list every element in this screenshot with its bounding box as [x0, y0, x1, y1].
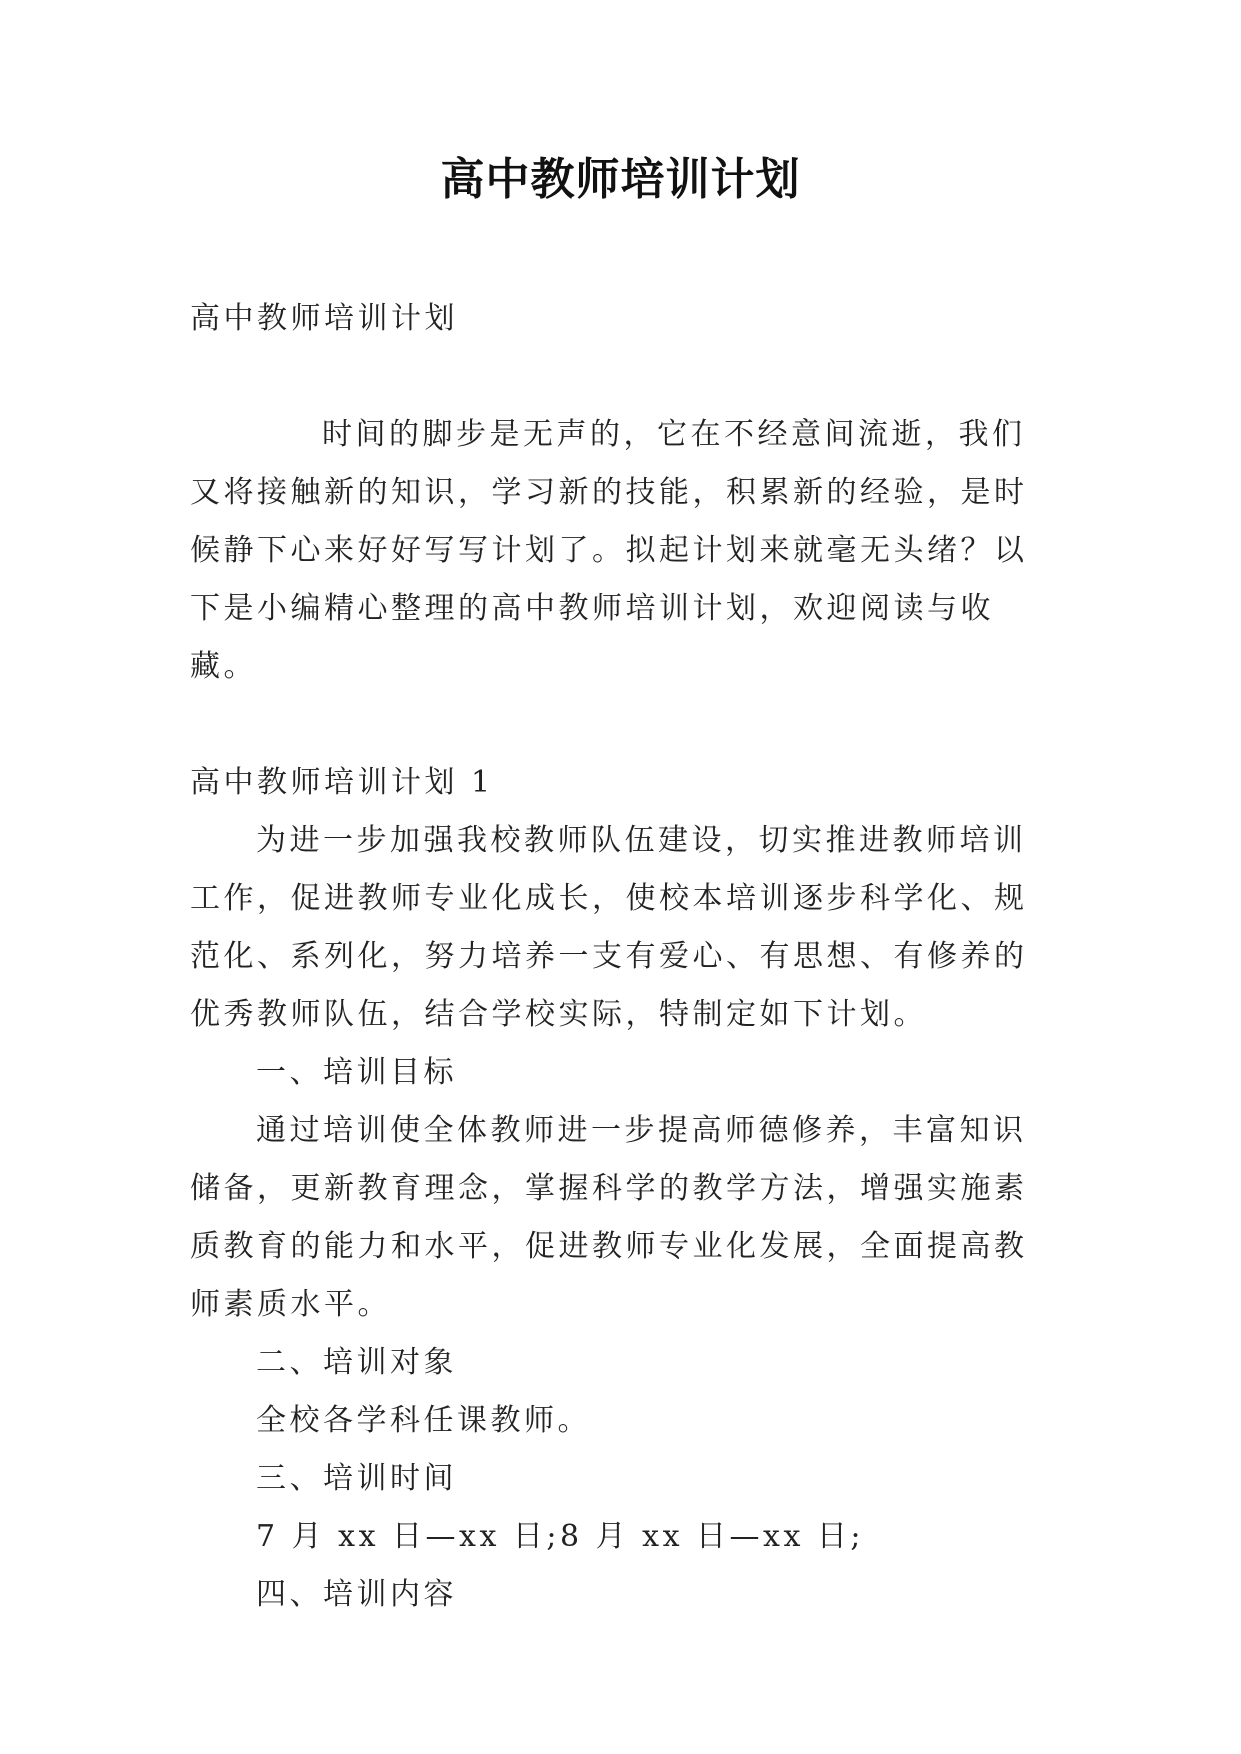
paragraph: 全校各学科任课教师。 [256, 1403, 591, 1438]
paragraph: 通过培训使全体教师进一步提高师德修养，丰富知识储备，更新教育理念，掌握科学的教学方法，增强实施素质教育的能力和水平，促进教师专业化发展，全面提高教师素质水平。 [190, 1113, 1028, 1322]
section-heading: 三、培训时间 [256, 1461, 457, 1496]
paragraph: 为进一步加强我校教师队伍建设，切实推进教师培训工作，促进教师专业化成长，使校本培训逐步科学化、规范化、系列化，努力培养一支有爱心、有思想、有修养的优秀教师队伍，结合学校实际，特制定如下计划。 [190, 823, 1028, 1032]
document-title: 高中教师培训计划 [440, 154, 801, 205]
section-title: 高中教师培训计划 1 [190, 765, 494, 800]
spacer [190, 696, 1058, 754]
section-heading: 二、培训对象 [256, 1345, 457, 1380]
document-body [190, 290, 1058, 1624]
intro-paragraph: 时间的脚步是无声的，它在不经意间流逝，我们又将接触新的知识，学习新的技能，积累新的经验，是时候静下心来好好写写计划了。拟起计划来就毫无头绪？以下是小编精心整理的高中教师培训计划，欢迎阅读与收藏。 [190, 417, 1028, 684]
section-heading: 四、培训内容 [256, 1577, 457, 1612]
section-heading: 一、培训目标 [256, 1055, 457, 1090]
spacer [190, 348, 1058, 406]
document-subtitle: 高中教师培训计划 [190, 301, 458, 336]
paragraph: 7 月 xx 日—xx 日;8 月 xx 日—xx 日; [256, 1519, 865, 1554]
